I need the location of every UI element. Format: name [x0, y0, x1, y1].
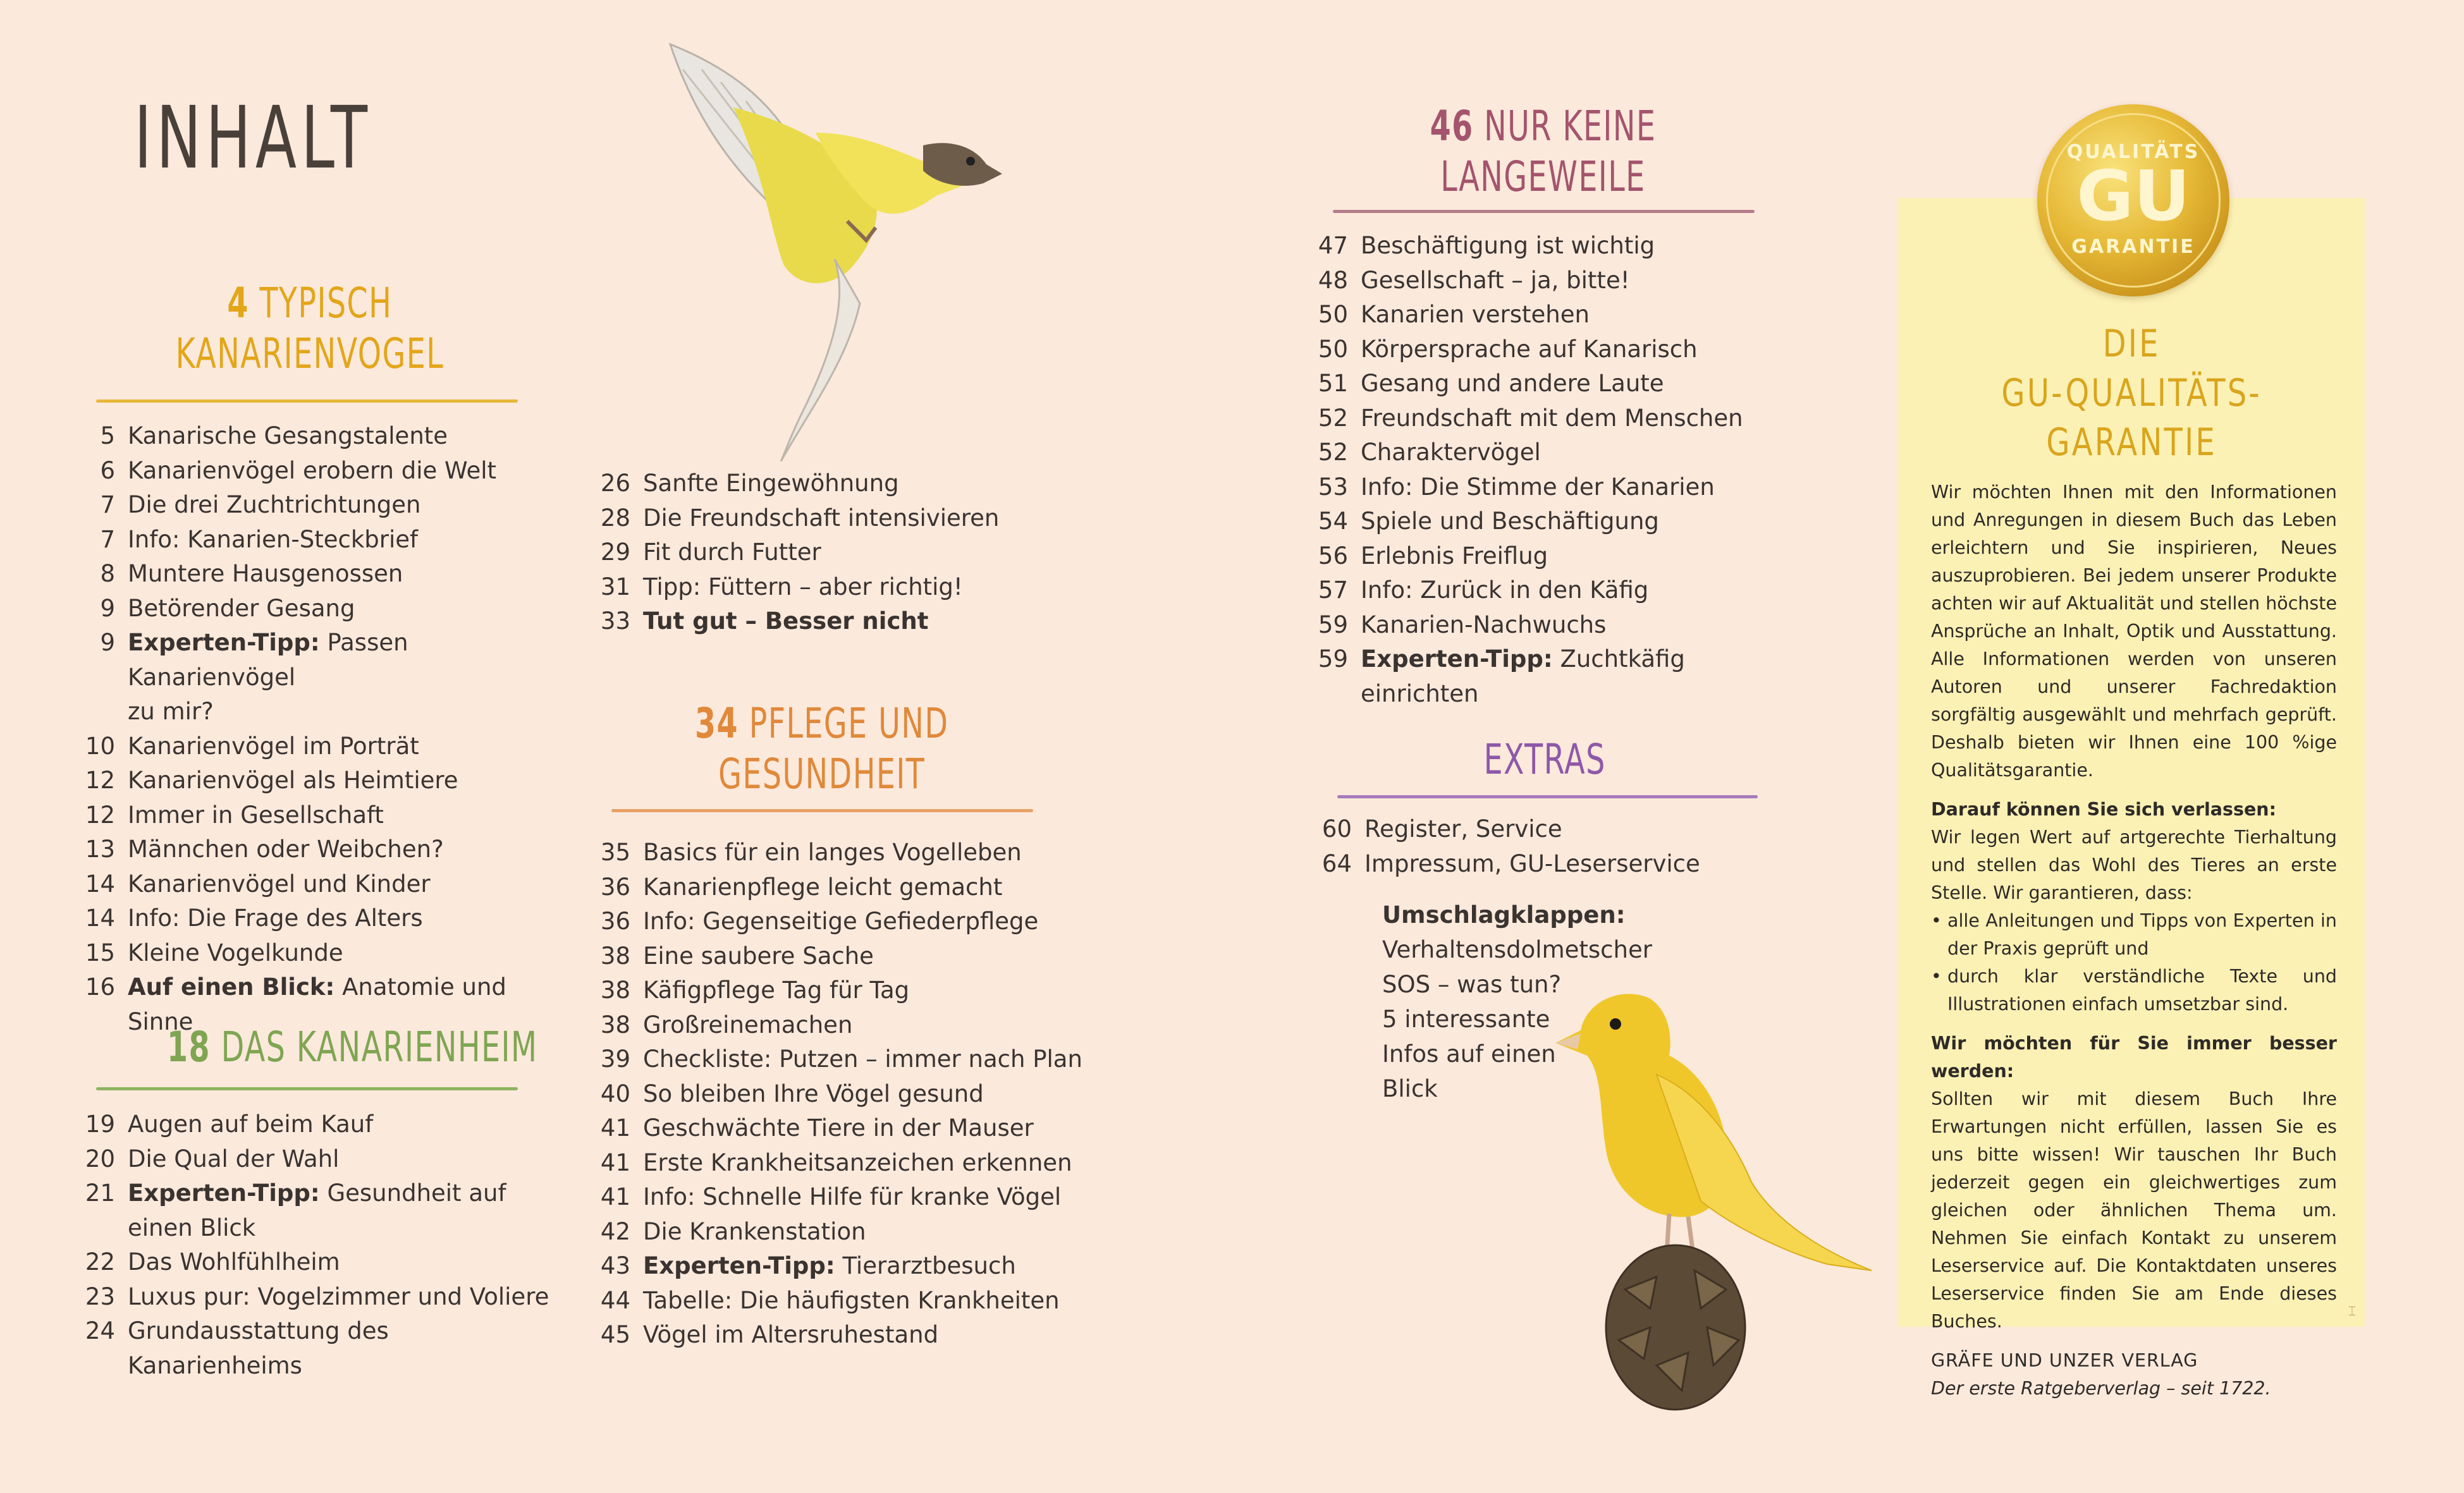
section-heading-extras: [1333, 734, 1756, 785]
toc-entry-title: Vögel im Altersruhestand: [643, 1321, 939, 1348]
flaps-line: Infos auf einen: [1382, 1040, 1556, 1068]
toc-entry-text: [128, 557, 563, 592]
toc-entry-text: [1364, 847, 1799, 882]
toc-entry-label: Experten-Tipp:: [1361, 645, 1553, 673]
toc-entry-title: Immer in Gesellschaft: [128, 801, 384, 829]
toc-page-number: 16: [85, 973, 115, 1001]
toc-entry-title: Fit durch Futter: [643, 539, 821, 566]
toc-entry: [598, 1042, 1091, 1077]
toc-page-number: 51: [1318, 370, 1348, 397]
toc-entry-text: [643, 604, 1078, 639]
toc-entry-title: Kanarienvögel und Kinder: [128, 870, 431, 898]
toc-entry-text: [1361, 436, 1796, 470]
toc-entry: [82, 1245, 563, 1280]
toc-entry-title: Luxus pur: Vogelzimmer und Voliere: [128, 1283, 549, 1310]
toc-entry-title: Die drei Zuchtrichtungen: [128, 491, 421, 518]
toc-entry-label: Experten-Tipp:: [128, 1179, 320, 1207]
toc-entry: [1315, 367, 1796, 401]
toc-entry: [82, 764, 563, 798]
toc-page-number: 14: [85, 870, 115, 898]
section-heading-typisch: [95, 278, 525, 379]
toc-entry-text: [128, 592, 563, 626]
toc-page-number: 38: [600, 942, 630, 970]
toc-page-number: 64: [1321, 850, 1352, 877]
toc-entry: [598, 939, 1091, 974]
toc-entry-title: Impressum, GU-Leserservice: [1364, 850, 1700, 877]
toc-page-number: 5: [100, 422, 115, 449]
toc-entry-text: [643, 501, 1078, 536]
toc-entry: [1315, 298, 1796, 332]
toc-page-number: 43: [600, 1252, 630, 1279]
section-number: 18: [167, 1023, 211, 1071]
toc-entry-title: Erlebnis Freiflug: [1361, 542, 1548, 570]
toc-entry: [598, 1180, 1091, 1215]
toc-entry: [1315, 573, 1796, 608]
section-title-line: KANARIENVOGEL: [175, 329, 444, 378]
seal-bottom-text: GARANTIE: [2071, 236, 2195, 258]
toc-page-number: 38: [600, 977, 630, 1004]
toc-entry: [1315, 264, 1796, 298]
toc-entry-text: [643, 570, 1078, 605]
toc-page-number: 36: [600, 873, 630, 901]
toc-entry-text: [643, 1249, 1091, 1284]
toc-page-number: 33: [600, 607, 630, 635]
toc-entry-label: Experten-Tipp:: [643, 1252, 835, 1279]
section-rule: [1337, 795, 1758, 798]
toc-page-number: 26: [600, 470, 630, 497]
toc-entry-continuation: zu mir?: [128, 698, 214, 725]
gu-quality-seal: [2037, 104, 2229, 296]
section-rule: [611, 809, 1033, 812]
toc-entry: [598, 570, 1078, 605]
toc-entry-text: [643, 1008, 1091, 1043]
toc-entry-continuation: einen Blick: [128, 1214, 256, 1241]
toc-entry-text: [643, 535, 1078, 570]
section-heading-pflege: [607, 698, 1037, 800]
toc-entry-title: Augen auf beim Kauf: [128, 1111, 374, 1138]
toc-entry-text: [1361, 539, 1796, 574]
toc-entry-title: So bleiben Ihre Vögel gesund: [643, 1080, 984, 1107]
toc-list-kanarienheim: [82, 1107, 563, 1383]
toc-list-langeweile: [1315, 229, 1796, 711]
toc-page-number: 36: [600, 908, 630, 935]
toc-list-continued: [598, 466, 1078, 639]
toc-entry-title: Kanarienvögel im Porträt: [128, 732, 419, 760]
toc-entry-title: Register, Service: [1364, 815, 1562, 843]
toc-entry: [598, 604, 1078, 639]
toc-entry-text: [128, 1176, 563, 1211]
guarantee-title: [1898, 319, 2365, 467]
toc-entry-title: Beschäftigung ist wichtig: [1361, 232, 1655, 259]
toc-entry-text: [1361, 298, 1796, 332]
toc-entry: [1315, 229, 1796, 264]
flying-canary-image: [658, 32, 1037, 461]
toc-page-number: 54: [1318, 508, 1348, 535]
toc-entry: [82, 1107, 563, 1142]
toc-entry-text: [643, 939, 1091, 974]
guarantee-bullets: [1931, 907, 2337, 1018]
flaps-line: SOS – was tun?: [1382, 971, 1562, 998]
toc-entry-title: Die Krankenstation: [643, 1217, 866, 1245]
toc-entry: [598, 466, 1078, 501]
toc-page-number: 38: [600, 1011, 630, 1039]
toc-entry-title: Kanarien verstehen: [1361, 301, 1590, 328]
toc-entry-text: [128, 1142, 563, 1177]
toc-entry-text: [1364, 812, 1799, 847]
toc-entry-text: [128, 832, 563, 867]
toc-entry-text: [128, 523, 563, 558]
toc-page-number: 40: [600, 1080, 630, 1107]
toc-page-number: 12: [85, 801, 115, 829]
toc-entry-text: [643, 905, 1091, 939]
guarantee-subheading: Darauf können Sie sich verlassen:: [1931, 799, 2276, 820]
toc-page-number: 56: [1318, 542, 1348, 570]
toc-entry: [1315, 332, 1796, 367]
toc-entry-title: Geschwächte Tiere in der Mauser: [643, 1114, 1034, 1142]
toc-entry: [598, 1249, 1091, 1284]
toc-entry: [598, 1146, 1091, 1181]
perched-canary-image: [1543, 973, 1897, 1441]
toc-list-pflege: [598, 836, 1091, 1353]
toc-entry: [82, 1142, 563, 1177]
toc-entry: [598, 535, 1078, 570]
toc-entry-title: Tabelle: Die häufigsten Krankheiten: [643, 1286, 1060, 1314]
toc-entry: [82, 867, 563, 902]
guarantee-title-line: GU-QUALITÄTS-: [2001, 371, 2262, 415]
toc-entry-text: [1361, 504, 1796, 539]
toc-entry: [1319, 812, 1799, 847]
guarantee-text: [1931, 478, 2337, 1414]
toc-page-number: 45: [600, 1321, 630, 1348]
toc-page-number: 9: [100, 594, 115, 622]
toc-entry: [82, 1176, 563, 1211]
flaps-line: Verhaltensdolmetscher: [1382, 936, 1652, 963]
toc-page-number: 20: [85, 1145, 115, 1173]
toc-entry-title: Kanarienvögel erobern die Welt: [128, 456, 497, 484]
toc-entry: [598, 1284, 1091, 1319]
toc-entry: [82, 901, 563, 936]
toc-entry: [598, 1077, 1091, 1112]
toc-entry-text: [1361, 470, 1796, 505]
toc-page-number: 7: [100, 525, 115, 553]
toc-entry: [1315, 470, 1796, 505]
toc-entry: [598, 973, 1091, 1008]
toc-entry-text: [643, 973, 1091, 1008]
toc-entry: [82, 454, 563, 489]
section-title-line: TYPISCH: [259, 279, 393, 327]
toc-entry-text: [128, 454, 563, 489]
toc-entry: [82, 1314, 563, 1383]
toc-entry: [598, 1215, 1091, 1250]
toc-entry-text: [643, 1318, 1091, 1353]
publisher-name: GRÄFE UND UNZER VERLAG: [1931, 1350, 2198, 1371]
toc-entry: [82, 798, 563, 833]
toc-entry: [598, 1008, 1091, 1043]
guarantee-subheading: Wir möchten für Sie immer besser werden:: [1931, 1033, 2337, 1082]
toc-entry: [598, 1318, 1091, 1353]
side-mark: ⌶: [2348, 1303, 2356, 1319]
toc-page-number: 8: [100, 560, 115, 587]
section-number: 34: [695, 699, 739, 748]
toc-entry-text: [128, 1314, 563, 1383]
toc-entry-title: Basics für ein langes Vogelleben: [643, 839, 1022, 866]
toc-entry-title: Erste Krankheitsanzeichen erkennen: [643, 1149, 1072, 1176]
toc-entry-text: [128, 798, 563, 833]
toc-entry-text: [128, 729, 563, 764]
section-number: 4: [227, 279, 250, 327]
publisher-tagline: Der erste Ratgeberverlag – seit 1722.: [1931, 1378, 2271, 1399]
toc-entry-text: [128, 626, 563, 695]
toc-page-number: 42: [600, 1217, 630, 1245]
toc-page-number: 41: [600, 1149, 630, 1176]
toc-entry-text: [1361, 367, 1796, 401]
section-heading-langeweile: [1328, 101, 1758, 202]
toc-entry: [1319, 847, 1799, 882]
section-title-line: NUR KEINE: [1483, 102, 1656, 150]
toc-list-extras: [1319, 812, 1799, 881]
toc-page-number: 52: [1318, 439, 1348, 466]
toc-entry-title: Tipp: Füttern – aber richtig!: [643, 573, 963, 600]
toc-entry-title: Kleine Vogelkunde: [128, 939, 343, 966]
toc-page-number: 7: [100, 491, 115, 518]
toc-entry-title: Sanfte Eingewöhnung: [643, 470, 899, 497]
guarantee-bullet: • alle Anleitungen und Tipps von Experten in der Praxis geprüft und: [1931, 907, 2337, 963]
toc-page-number: 48: [1318, 266, 1348, 294]
toc-entry: [1315, 642, 1796, 711]
toc-page-number: 59: [1318, 645, 1348, 673]
toc-entry-title: Käfigpflege Tag für Tag: [643, 977, 910, 1004]
section-title-line: EXTRAS: [1483, 735, 1606, 784]
toc-entry: [82, 419, 563, 454]
toc-entry-title: Eine saubere Sache: [643, 942, 874, 970]
guarantee-section: [1931, 1030, 2337, 1336]
toc-entry-label: Tut gut – Besser nicht: [643, 607, 929, 635]
section-rule: [96, 1087, 518, 1090]
guarantee-intro: Wir möchten Ihnen mit den Informationen und Anregungen in diesem Buch das Leben erleichtern und Sie inspirieren, Neues auszuprobieren. Bei jedem unserer Produkte achten wir auf Aktualität und stellen höchste Ansprüche an Inhalt, Optik und Ausstattung. Alle Informationen werden von unseren Autoren und unserer Fachredaktion sorgfältig ausgewählt und mehrfach geprüft. Deshalb bieten wir Ihnen eine 100 %ige Qualitätsgarantie.: [1931, 482, 2337, 781]
toc-page-number: 28: [600, 504, 630, 532]
toc-entry: [1315, 539, 1796, 574]
toc-entry: [598, 905, 1091, 939]
toc-entry: [82, 832, 563, 867]
toc-page-number: 31: [600, 573, 630, 600]
toc-entry-title: Männchen oder Weibchen?: [128, 836, 444, 863]
toc-entry-text: [643, 1111, 1091, 1146]
toc-entry: [1315, 436, 1796, 470]
toc-page-number: 53: [1318, 473, 1348, 501]
toc-entry-title: Das Wohlfühlheim: [128, 1248, 340, 1276]
toc-entry-title: Anatomie und Sinne: [128, 973, 506, 1035]
toc-page-number: 59: [1318, 611, 1348, 638]
toc-entry-title: Kanarienpflege leicht gemacht: [643, 873, 1003, 901]
toc-entry-text: [1361, 573, 1796, 608]
toc-entry-title: Großreinemachen: [643, 1011, 853, 1039]
toc-page-number: 35: [600, 839, 630, 866]
flaps-heading: Umschlagklappen:: [1382, 901, 1626, 929]
toc-entry: [1315, 608, 1796, 643]
toc-page-number: 21: [85, 1179, 115, 1207]
toc-entry-title: Tierarztbesuch: [842, 1252, 1016, 1279]
section-rule: [1333, 210, 1755, 213]
toc-entry-title: Betörender Gesang: [128, 594, 355, 622]
section-heading-kanarienheim: [95, 1022, 538, 1073]
guarantee-title-line: DIE: [2102, 322, 2161, 366]
toc-entry-title: Zuchtkäfig einrichten: [1361, 645, 1685, 707]
toc-page-number: 60: [1321, 815, 1352, 843]
toc-entry: [598, 870, 1091, 905]
toc-page-number: 24: [85, 1317, 115, 1344]
toc-entry-text: [643, 1284, 1091, 1319]
toc-page-number: 10: [85, 732, 115, 760]
toc-entry-text: [128, 1280, 563, 1315]
section-number: 46: [1430, 102, 1474, 150]
toc-page-number: 44: [600, 1286, 630, 1314]
seal-top-text: QUALITÄTS: [2066, 141, 2200, 163]
section-title-line: DAS KANARIENHEIM: [221, 1023, 538, 1071]
toc-entry-text: [1361, 642, 1796, 711]
toc-entry-title: Muntere Hausgenossen: [128, 560, 403, 587]
toc-entry-text: [1361, 229, 1796, 264]
guarantee-title-line: GARANTIE: [2046, 420, 2217, 465]
toc-entry-title: Kanarienvögel als Heimtiere: [128, 767, 458, 794]
toc-entry: [82, 729, 563, 764]
toc-page-number: 41: [600, 1114, 630, 1142]
toc-entry-text: [128, 867, 563, 902]
section-title-line: LANGEWEILE: [1440, 152, 1646, 201]
toc-entry-title: Gesellschaft – ja, bitte!: [1361, 266, 1630, 294]
toc-entry-text: [1361, 401, 1796, 436]
flaps-line: Blick: [1382, 1075, 1438, 1102]
guarantee-section: [1931, 796, 2337, 907]
toc-entry-text: [643, 1215, 1091, 1250]
toc-entry: [82, 557, 563, 592]
toc-entry: [82, 626, 563, 695]
toc-page-number: 29: [600, 539, 630, 566]
toc-page-number: 15: [85, 939, 115, 966]
toc-entry-title: Freundschaft mit dem Menschen: [1361, 404, 1743, 432]
flaps-line: 5 interessante: [1382, 1006, 1550, 1033]
toc-entry-title: Körpersprache auf Kanarisch: [1361, 335, 1698, 363]
toc-list-typisch: [82, 419, 563, 1039]
toc-entry: [82, 936, 563, 971]
toc-entry: [82, 1280, 563, 1315]
toc-entry-title: Gesang und andere Laute: [1361, 370, 1664, 397]
toc-page-number: 6: [100, 456, 115, 484]
toc-entry-text: [1361, 264, 1796, 298]
toc-entry-title: Info: Gegenseitige Gefiederpflege: [643, 908, 1039, 935]
guarantee-bullet: • durch klar verständliche Texte und Illustrationen einfach umsetzbar sind.: [1931, 963, 2337, 1018]
toc-entry-text: [128, 764, 563, 798]
toc-entry-title: Spiele und Beschäftigung: [1361, 508, 1659, 535]
toc-entry: [82, 488, 563, 523]
toc-page-number: 41: [600, 1183, 630, 1210]
toc-entry-title: Grundausstattung des Kanarienheims: [128, 1317, 389, 1379]
section-rule: [96, 399, 518, 403]
toc-entry-text: [128, 1245, 563, 1280]
toc-entry-title: Passen Kanarienvögel: [128, 629, 408, 691]
toc-entry-title: Charaktervögel: [1361, 439, 1541, 466]
toc-entry-text: [128, 901, 563, 936]
section-title-line: GESUNDHEIT: [718, 750, 926, 798]
toc-entry-text: [128, 419, 563, 454]
toc-entry: [598, 501, 1078, 536]
toc-entry-text: [128, 1107, 563, 1142]
toc-entry-label: Auf einen Blick:: [128, 973, 335, 1001]
toc-page-number: 50: [1318, 335, 1348, 363]
guarantee-paragraph: Sollten wir mit diesem Buch Ihre Erwartungen nicht erfüllen, lassen Sie es uns bitte wissen! Wir tauschen Ihr Buch jederzeit gegen ein gleichwertiges zum gleichen oder ähnlichen Thema um. Nehmen Sie einfach Kontakt zu unserem Leserservice auf. Die Kontaktdaten unseres Leserservice finden Sie am Ende dieses Buches.: [1931, 1088, 2337, 1332]
toc-page-number: 22: [85, 1248, 115, 1276]
toc-page-number: 14: [85, 905, 115, 932]
toc-page-number: 12: [85, 767, 115, 794]
toc-entry-title: Kanarien-Nachwuchs: [1361, 611, 1607, 638]
toc-entry-title: Kanarische Gesangstalente: [128, 422, 448, 449]
toc-page-number: 23: [85, 1283, 115, 1310]
toc-entry-title: Info: Schnelle Hilfe für kranke Vögel: [643, 1183, 1062, 1210]
toc-entry-title: Info: Kanarien-Steckbrief: [128, 525, 419, 553]
toc-page-number: 47: [1318, 232, 1348, 259]
toc-entry-title: Checkliste: Putzen – immer nach Plan: [643, 1045, 1082, 1073]
toc-page-number: 39: [600, 1045, 630, 1073]
toc-page-number: 19: [85, 1111, 115, 1138]
toc-entry-text: [1361, 332, 1796, 367]
toc-entry-text: [643, 836, 1091, 870]
seal-gu-logo: GU: [2076, 155, 2190, 236]
toc-entry-title: Info: Die Stimme der Kanarien: [1361, 473, 1715, 501]
toc-page-number: 57: [1318, 576, 1348, 604]
toc-page-number: 13: [85, 836, 115, 863]
toc-entry-title: Info: Zurück in den Käfig: [1361, 576, 1649, 604]
toc-entry-text: [128, 936, 563, 971]
toc-entry-text: [643, 870, 1091, 905]
toc-entry-text: [1361, 608, 1796, 643]
toc-entry-text: [643, 1077, 1091, 1112]
toc-entry: [82, 523, 563, 558]
section-title-line: PFLEGE UND: [749, 699, 949, 748]
toc-entry-label: Experten-Tipp:: [128, 629, 320, 656]
toc-entry-title: Gesundheit auf: [327, 1179, 506, 1207]
toc-entry: [598, 836, 1091, 870]
toc-entry: [1315, 401, 1796, 436]
toc-entry-title: Info: Die Frage des Alters: [128, 905, 423, 932]
toc-entry-text: [643, 1042, 1091, 1077]
toc-entry-text: [643, 1180, 1091, 1215]
toc-page-number: 52: [1318, 404, 1348, 432]
guarantee-paragraph: Wir legen Wert auf artgerechte Tierhaltung und stellen das Wohl des Tieres an erste Stelle. Wir garantieren, dass:: [1931, 827, 2337, 903]
toc-page-number: 9: [100, 629, 115, 656]
toc-entry-text: [643, 1146, 1091, 1181]
toc-entry-title: Die Qual der Wahl: [128, 1145, 340, 1173]
toc-entry-text: [128, 488, 563, 523]
toc-entry: [598, 1111, 1091, 1146]
toc-entry-text: [643, 466, 1078, 501]
page-title: INHALT: [134, 88, 372, 188]
toc-page-number: 50: [1318, 301, 1348, 328]
toc-entry: [82, 592, 563, 626]
toc-entry: [1315, 504, 1796, 539]
toc-entry-title: Die Freundschaft intensivieren: [643, 504, 1000, 532]
